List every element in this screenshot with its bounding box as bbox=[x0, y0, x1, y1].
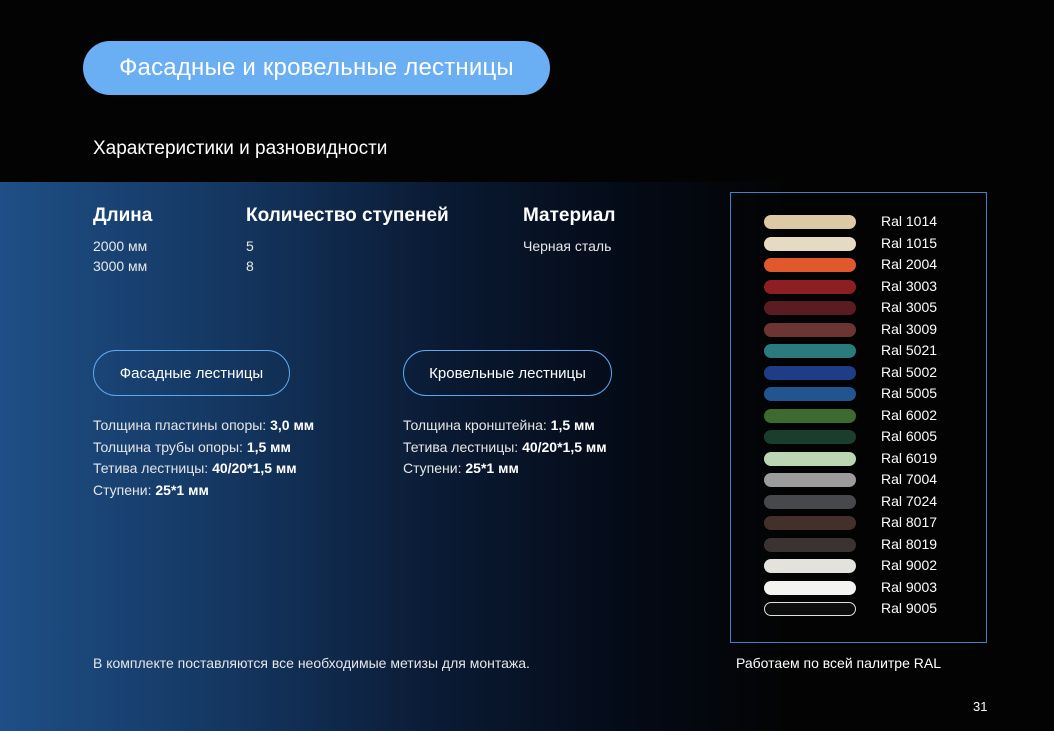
detail-value: 40/20*1,5 мм bbox=[212, 460, 297, 476]
color-swatch bbox=[764, 602, 856, 616]
color-swatch bbox=[764, 559, 856, 573]
color-swatch bbox=[764, 387, 856, 401]
ral-row bbox=[731, 427, 986, 448]
detail-label: Толщина трубы опоры: bbox=[93, 438, 247, 455]
detail-label: Ступени: bbox=[93, 481, 156, 498]
detail-value: 25*1 мм bbox=[155, 481, 209, 498]
spec-steps-value: 8 bbox=[246, 258, 254, 274]
spec-steps-heading: Количество ступеней bbox=[246, 205, 449, 226]
detail-line bbox=[403, 437, 607, 459]
ral-code-label: Ral 3003 bbox=[881, 277, 938, 294]
ral-row bbox=[731, 212, 986, 233]
ral-code-label: Ral 5005 bbox=[881, 385, 938, 401]
ral-code-label: Ral 3005 bbox=[881, 299, 938, 315]
detail-line bbox=[403, 415, 607, 437]
ral-row bbox=[731, 341, 986, 362]
spec-material-value: Черная сталь bbox=[523, 238, 612, 254]
detail-value: 1,5 мм bbox=[246, 438, 291, 455]
facade-ladders-badge: Фасадные лестницы bbox=[93, 350, 290, 396]
detail-value: 25*1 мм bbox=[465, 460, 519, 476]
ral-code-label: Ral 9003 bbox=[881, 578, 938, 595]
ral-code-label: Ral 6005 bbox=[881, 428, 938, 444]
ral-code-label: Ral 5021 bbox=[881, 342, 938, 358]
detail-label: Ступени: bbox=[403, 460, 466, 476]
ral-code-label: Ral 3009 bbox=[881, 320, 938, 337]
color-swatch bbox=[764, 323, 856, 337]
ral-row bbox=[731, 363, 986, 384]
ral-row bbox=[731, 470, 986, 491]
ral-row bbox=[731, 255, 986, 276]
spec-material-heading: Материал bbox=[523, 205, 616, 226]
page-title: Фасадные и кровельные лестницы bbox=[83, 41, 550, 95]
ral-row bbox=[731, 384, 986, 405]
ral-row bbox=[731, 449, 986, 470]
ral-row bbox=[731, 406, 986, 427]
ral-row bbox=[731, 578, 986, 599]
section-subtitle: Характеристики и разновидности bbox=[93, 138, 388, 159]
ral-code-label: Ral 7024 bbox=[881, 492, 938, 509]
color-swatch bbox=[764, 258, 856, 272]
detail-label: Тетива лестницы: bbox=[93, 460, 213, 476]
color-swatch bbox=[764, 344, 856, 358]
color-swatch bbox=[764, 581, 856, 595]
detail-line bbox=[93, 458, 314, 480]
detail-line bbox=[403, 458, 607, 480]
ral-code-label: Ral 9005 bbox=[881, 600, 938, 616]
detail-line bbox=[93, 415, 314, 437]
ral-code-label: Ral 8019 bbox=[881, 535, 938, 552]
ral-code-label: Ral 2004 bbox=[881, 256, 938, 272]
spec-length-value: 2000 мм bbox=[93, 238, 148, 254]
spec-steps-value: 5 bbox=[246, 238, 254, 254]
ral-code-label: Ral 6019 bbox=[881, 449, 938, 466]
kit-note: В комплекте поставляются все необходимые метизы для монтажа. bbox=[93, 655, 530, 671]
color-swatch bbox=[764, 473, 856, 487]
detail-value: 3,0 мм bbox=[270, 417, 315, 433]
ral-palette bbox=[730, 192, 987, 643]
spec-length-heading: Длина bbox=[93, 205, 153, 226]
roof-details bbox=[403, 415, 607, 480]
detail-label: Толщина пластины опоры: bbox=[93, 417, 271, 433]
ral-row bbox=[731, 320, 986, 341]
ral-row bbox=[731, 234, 986, 255]
color-swatch bbox=[764, 215, 856, 229]
ral-code-label: Ral 1014 bbox=[881, 213, 938, 229]
detail-value: 1,5 мм bbox=[550, 417, 595, 433]
color-swatch bbox=[764, 452, 856, 466]
detail-line bbox=[93, 437, 314, 459]
palette-caption: Работаем по всей палитре RAL bbox=[736, 655, 941, 671]
color-swatch bbox=[764, 430, 856, 444]
ral-code-label: Ral 1015 bbox=[881, 234, 938, 251]
ral-code-label: Ral 9002 bbox=[881, 557, 938, 573]
ral-code-label: Ral 7004 bbox=[881, 471, 938, 487]
spec-material bbox=[523, 205, 615, 256]
spec-steps bbox=[246, 205, 449, 276]
detail-label: Толщина кронштейна: bbox=[403, 417, 551, 433]
ral-code-label: Ral 6002 bbox=[881, 406, 938, 423]
ral-code-label: Ral 5002 bbox=[881, 363, 938, 380]
ral-row bbox=[731, 492, 986, 513]
ral-row bbox=[731, 556, 986, 577]
spec-length bbox=[93, 205, 152, 276]
color-swatch bbox=[764, 301, 856, 315]
ral-row bbox=[731, 277, 986, 298]
color-swatch bbox=[764, 280, 856, 294]
detail-label: Тетива лестницы: bbox=[403, 438, 523, 455]
ral-row bbox=[731, 298, 986, 319]
color-swatch bbox=[764, 538, 856, 552]
page-number: 31 bbox=[973, 699, 988, 714]
ral-row bbox=[731, 513, 986, 534]
color-swatch bbox=[764, 495, 856, 509]
detail-value: 40/20*1,5 мм bbox=[522, 438, 607, 455]
roof-ladders-badge: Кровельные лестницы bbox=[403, 350, 612, 396]
facade-details bbox=[93, 415, 314, 501]
color-swatch bbox=[764, 237, 856, 251]
color-swatch bbox=[764, 516, 856, 530]
spec-length-value: 3000 мм bbox=[93, 258, 148, 274]
color-swatch bbox=[764, 409, 856, 423]
ral-row bbox=[731, 535, 986, 556]
color-swatch bbox=[764, 366, 856, 380]
ral-row bbox=[731, 599, 986, 620]
ral-code-label: Ral 8017 bbox=[881, 514, 938, 530]
detail-line bbox=[93, 480, 314, 502]
